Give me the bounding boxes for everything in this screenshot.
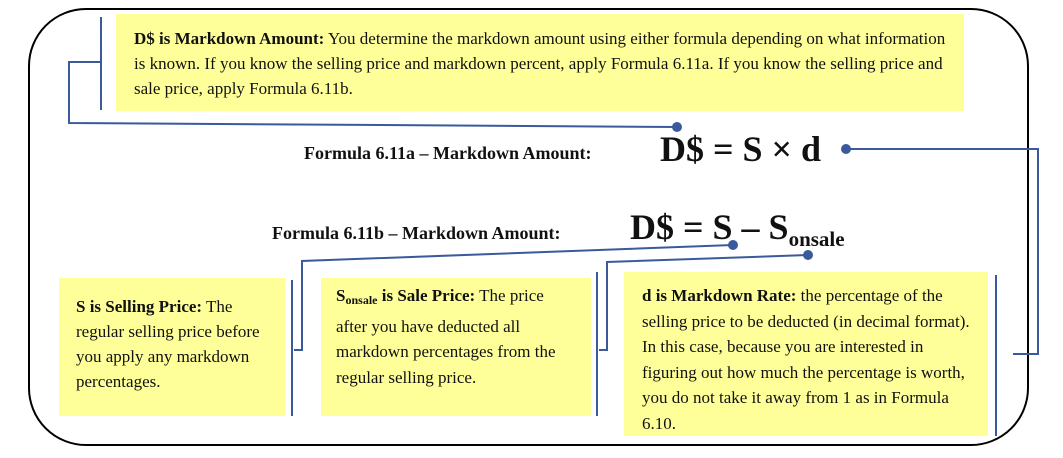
note-markdown-rate: [624, 272, 988, 436]
note-selling-price: [59, 278, 285, 416]
formula-b-expression: [630, 206, 845, 252]
note-text: The regular selling price before you apply any markdown percentages.: [76, 297, 260, 391]
note-term: [336, 286, 475, 305]
note-text: The price after you have deducted all markdown percentages from the regular selling price.: [336, 286, 556, 387]
formula-b-main: D$ = S – S: [630, 207, 789, 247]
formula-a-expression: D$ = S × d: [660, 129, 822, 169]
term-subscript: onsale: [345, 293, 378, 307]
note-markdown-amount: [116, 14, 964, 111]
note-term: d is Markdown Rate:: [642, 286, 797, 305]
note-term: D$ is Markdown Amount:: [134, 29, 325, 48]
term-main: S: [336, 286, 346, 305]
note-text: You determine the markdown amount using either formula depending on what information is known. If you know the selling price and markdown percent, apply Formula 6.11a. If you know the selling price and sale price, apply Formula 6.11b.: [134, 29, 946, 98]
formula-b-label: Formula 6.11b – Markdown Amount:: [272, 223, 561, 243]
formula-a-label: Formula 6.11a – Markdown Amount:: [304, 143, 592, 163]
note-text: the percentage of the selling price to be deducted (in decimal format). In this case, because you are interested in figuring out how much the percentage is worth, you do not take it away from 1 as in Formula 6.10.: [642, 286, 970, 433]
note-term: S is Selling Price:: [76, 297, 203, 316]
dot-markdown-rate: [841, 144, 851, 154]
term-rest: is Sale Price:: [377, 286, 476, 305]
formula-b-subscript: onsale: [788, 227, 845, 251]
note-sale-price: [321, 278, 591, 416]
